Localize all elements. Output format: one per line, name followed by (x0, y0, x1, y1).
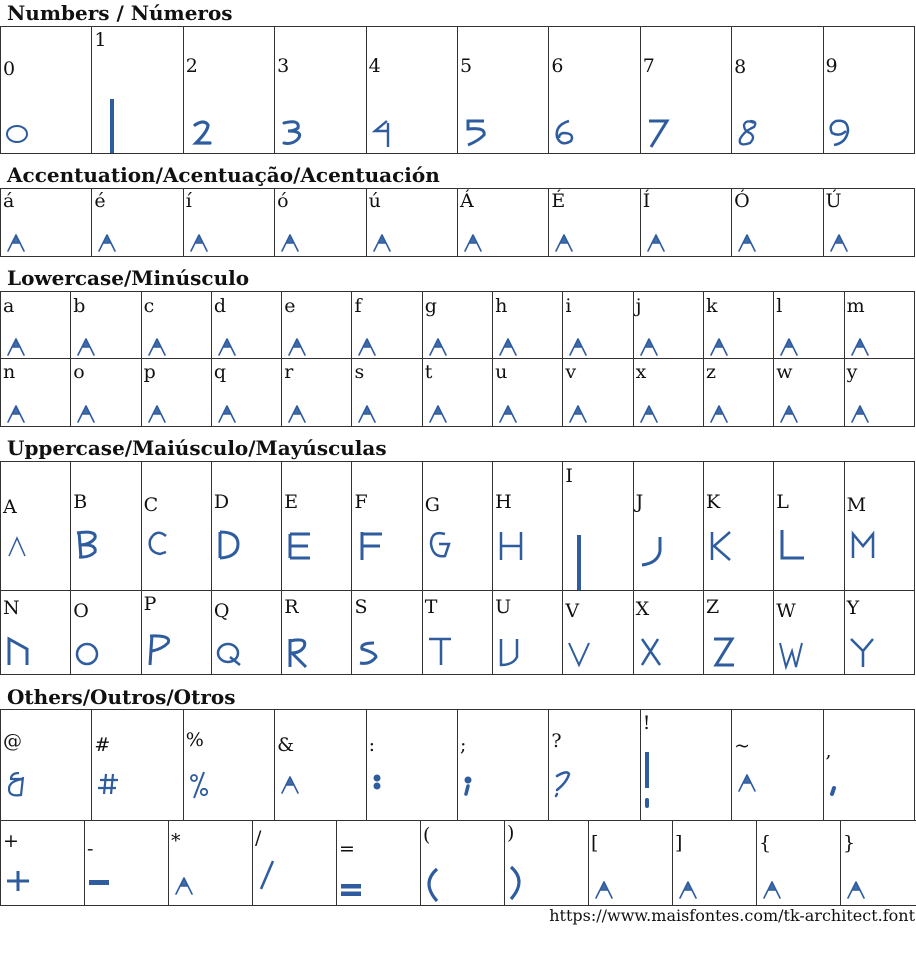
char-label: d (213, 295, 227, 317)
char-label: T (424, 596, 438, 618)
glyph-Y-icon (845, 591, 914, 674)
glyph-question-icon (549, 710, 639, 820)
glyph-cell (282, 591, 352, 675)
glyph-hash-icon (92, 710, 182, 820)
char-label: í (185, 190, 192, 212)
glyph-cell (92, 710, 183, 821)
glyph-fallback-A-icon (1, 189, 91, 256)
glyph-cell (640, 710, 731, 821)
char-label: 8 (734, 56, 747, 78)
glyph-fallback-A-icon (493, 292, 562, 358)
char-label: á (3, 190, 15, 212)
glyph-cell (422, 359, 492, 427)
char-label: Ó (734, 190, 750, 212)
glyph-six-icon (549, 27, 639, 153)
glyph-cell (422, 591, 492, 675)
glyph-table-others-1 (0, 709, 915, 821)
char-label: = (339, 838, 355, 860)
char-label: , (825, 740, 832, 762)
char-label: M (846, 494, 867, 516)
glyph-cell (703, 462, 773, 591)
char-label: ] (675, 832, 683, 854)
glyph-cell (1, 710, 92, 821)
glyph-fallback-A-icon (1, 359, 70, 426)
glyph-cell (703, 292, 773, 359)
glyph-cell (352, 292, 422, 359)
char-label: W (776, 600, 796, 622)
glyph-cell (549, 27, 640, 154)
glyph-three-icon (275, 27, 365, 153)
table-row (1, 462, 915, 591)
char-label: G (424, 494, 440, 516)
char-label: J (635, 491, 644, 513)
section-title: Numbers / Números (7, 1, 233, 25)
char-label: 6 (551, 55, 564, 77)
char-label: é (94, 190, 106, 212)
glyph-equals-icon (337, 821, 420, 905)
glyph-cell (844, 359, 914, 427)
glyph-table-numbers (0, 26, 915, 154)
glyph-fallback-A-icon (841, 821, 916, 905)
glyph-cell (493, 359, 563, 427)
table-row (1, 591, 915, 675)
glyph-fallback-A-icon (184, 189, 274, 256)
char-label: u (495, 361, 508, 383)
glyph-W-icon (774, 591, 843, 674)
glyph-cell (183, 189, 274, 257)
char-label: j (635, 295, 642, 317)
glyph-paren-close-icon (505, 821, 588, 905)
char-label: Í (642, 190, 651, 212)
glyph-cell (337, 821, 421, 906)
char-label: ( (423, 824, 431, 846)
char-label: Ú (825, 190, 842, 212)
table-row (1, 359, 915, 427)
glyph-cell (352, 591, 422, 675)
glyph-cell (493, 591, 563, 675)
glyph-Z-icon (704, 591, 773, 674)
glyph-cell (563, 591, 633, 675)
char-label: : (368, 734, 375, 756)
glyph-cell (563, 292, 633, 359)
char-label: Á (459, 190, 474, 212)
glyph-table-uppercase (0, 461, 915, 675)
char-label: 4 (368, 55, 381, 77)
glyph-P-icon (142, 591, 211, 674)
glyph-cell (823, 189, 914, 257)
char-label: C (143, 494, 159, 516)
glyph-fallback-A-icon (423, 359, 492, 426)
glyph-cell (823, 710, 914, 821)
section-title: Accentuation/Acentuação/Acentuación (7, 163, 440, 187)
char-label: R (284, 596, 299, 618)
source-url: https://www.maisfontes.com/tk-architect.font (549, 906, 915, 925)
glyph-seven-icon (641, 27, 731, 153)
char-label: ~ (734, 735, 751, 757)
glyph-C-icon (142, 462, 211, 590)
glyph-cell (633, 462, 703, 591)
char-label: a (3, 295, 15, 317)
char-label: 9 (825, 55, 838, 77)
glyph-cell (1, 462, 71, 591)
glyph-cell (823, 27, 914, 154)
glyph-cell (1, 821, 85, 906)
glyph-O-icon (71, 591, 140, 674)
char-label: e (284, 295, 296, 317)
section-title: Others/Outros/Otros (7, 685, 236, 709)
glyph-slash-icon (253, 821, 336, 905)
glyph-cell (275, 27, 366, 154)
char-label: z (705, 361, 716, 383)
glyph-cell (757, 821, 841, 906)
glyph-cell (732, 189, 823, 257)
glyph-five-icon (458, 27, 548, 153)
glyph-cell (457, 189, 548, 257)
glyph-fallback-A-icon (275, 710, 365, 820)
glyph-one-icon (92, 27, 182, 153)
char-label: 2 (185, 55, 198, 77)
glyph-eight-icon (732, 27, 822, 153)
char-label: É (551, 190, 566, 212)
glyph-cell (563, 462, 633, 591)
char-label: L (776, 491, 789, 513)
glyph-fallback-A-icon (212, 292, 281, 358)
glyph-table-others-2 (0, 820, 916, 906)
char-label: ? (551, 730, 562, 752)
table-row (1, 292, 915, 359)
char-label: V (565, 600, 580, 622)
glyph-fallback-A-icon (704, 359, 773, 426)
char-label: # (94, 734, 111, 756)
glyph-cell (549, 710, 640, 821)
glyph-cell (71, 292, 141, 359)
char-label: s (354, 361, 365, 383)
glyph-cell (211, 359, 281, 427)
glyph-minus-icon (85, 821, 168, 905)
char-label: B (73, 491, 88, 513)
glyph-colon-icon (367, 710, 457, 820)
glyph-cell (92, 189, 183, 257)
char-label: 7 (642, 55, 655, 77)
glyph-fallback-A-icon (824, 189, 914, 256)
glyph-cell (633, 591, 703, 675)
glyph-cell (457, 710, 548, 821)
glyph-Q-icon (212, 591, 281, 674)
glyph-cell (183, 27, 274, 154)
glyph-fallback-A-icon (142, 359, 211, 426)
glyph-I-icon (563, 462, 632, 590)
glyph-E-icon (282, 462, 351, 590)
glyph-paren-open-icon (421, 821, 504, 905)
glyph-fallback-A-icon (845, 359, 914, 426)
glyph-cell (633, 359, 703, 427)
char-label: X (635, 598, 650, 620)
glyph-cell (774, 292, 844, 359)
glyph-fallback-A-icon (589, 821, 672, 905)
char-label: c (143, 295, 155, 317)
glyph-fallback-A-icon (732, 710, 822, 820)
glyph-cell (352, 359, 422, 427)
glyph-two-icon (184, 27, 274, 153)
glyph-fallback-A-icon (549, 189, 639, 256)
char-label: f (354, 295, 362, 317)
char-label: ; (459, 734, 467, 756)
glyph-cell (253, 821, 337, 906)
glyph-cell (275, 710, 366, 821)
char-label: / (255, 827, 262, 849)
glyph-cell (1, 359, 71, 427)
glyph-fallback-A-icon (704, 292, 773, 358)
glyph-percent-icon (184, 710, 274, 820)
glyph-H-icon (493, 462, 562, 590)
glyph-cell (1, 27, 92, 154)
section-title: Uppercase/Maiúsculo/Mayúsculas (7, 436, 387, 460)
char-label: K (705, 491, 721, 513)
glyph-cell (169, 821, 253, 906)
glyph-cell (774, 359, 844, 427)
char-label: A (3, 496, 17, 518)
glyph-cell (141, 462, 211, 591)
glyph-cell (421, 821, 505, 906)
glyph-fallback-A-icon (641, 189, 731, 256)
char-label: F (354, 491, 368, 513)
glyph-cell (1, 292, 71, 359)
glyph-cell (732, 27, 823, 154)
char-label: Q (213, 600, 230, 622)
glyph-comma-icon (824, 710, 914, 820)
glyph-cell (71, 359, 141, 427)
glyph-fallback-A-icon (352, 359, 421, 426)
char-label: 3 (277, 55, 290, 77)
glyph-cell (774, 591, 844, 675)
char-label: ó (277, 190, 289, 212)
char-label: r (284, 361, 294, 383)
glyph-fallback-A-icon (92, 189, 182, 256)
char-label: ) (507, 822, 515, 844)
char-label: Z (705, 596, 720, 618)
char-label: S (354, 596, 368, 618)
char-label: 0 (3, 58, 16, 80)
glyph-cell (366, 710, 457, 821)
glyph-T-icon (423, 591, 492, 674)
glyph-fallback-A-icon (169, 821, 252, 905)
glyph-fallback-A-icon (423, 292, 492, 358)
char-label: b (73, 295, 86, 317)
table-row (1, 189, 915, 257)
glyph-cell (1, 591, 71, 675)
glyph-F-icon (352, 462, 421, 590)
char-label: E (284, 491, 299, 513)
glyph-cell (92, 27, 183, 154)
glyph-L-icon (774, 462, 843, 590)
char-label: * (171, 830, 181, 852)
glyph-cell (366, 189, 457, 257)
char-label: H (495, 491, 512, 513)
glyph-cell (457, 27, 548, 154)
glyph-fallback-A-icon (71, 292, 140, 358)
glyph-four-icon (367, 27, 457, 153)
char-label: I (565, 465, 573, 487)
glyph-cell (841, 821, 916, 906)
glyph-fallback-A-icon (71, 359, 140, 426)
char-label: 5 (459, 55, 473, 77)
glyph-fallback-A-icon (493, 359, 562, 426)
glyph-cell (732, 710, 823, 821)
glyph-fallback-A-icon (458, 189, 548, 256)
glyph-cell (422, 292, 492, 359)
glyph-fallback-A-icon (142, 292, 211, 358)
char-label: k (705, 295, 718, 317)
glyph-fallback-A-icon (275, 189, 365, 256)
char-label: x (635, 361, 647, 383)
glyph-S-icon (352, 591, 421, 674)
glyph-cell (141, 591, 211, 675)
glyph-cell (141, 359, 211, 427)
glyph-fallback-A-icon (352, 292, 421, 358)
glyph-cell (1, 189, 92, 257)
glyph-fallback-A-icon (563, 359, 632, 426)
glyph-fallback-A-icon (757, 821, 840, 905)
glyph-cell (141, 292, 211, 359)
char-label: q (213, 361, 227, 383)
glyph-U-icon (493, 591, 562, 674)
glyph-cell (183, 710, 274, 821)
char-label: i (565, 295, 572, 317)
glyph-cell (703, 359, 773, 427)
glyph-D-icon (212, 462, 281, 590)
glyph-fallback-A-icon (774, 292, 843, 358)
char-label: { (759, 832, 772, 854)
char-label: P (143, 593, 157, 615)
glyph-cell (422, 462, 492, 591)
glyph-R-icon (282, 591, 351, 674)
glyph-fallback-A-icon (845, 292, 914, 358)
char-label: w (776, 361, 793, 383)
glyph-cell (275, 189, 366, 257)
char-label: % (185, 729, 204, 751)
glyph-fallback-A-icon (282, 359, 351, 426)
table-row (1, 821, 916, 906)
glyph-V-icon (563, 591, 632, 674)
char-label: Y (846, 597, 860, 619)
glyph-zero-icon (1, 27, 91, 153)
char-label: [ (591, 832, 599, 854)
char-label: g (424, 295, 437, 317)
glyph-cell (71, 462, 141, 591)
glyph-cell (633, 292, 703, 359)
table-row (1, 710, 915, 821)
table-row (1, 27, 915, 154)
char-label: U (495, 596, 512, 618)
char-label: t (424, 361, 433, 383)
glyph-cell (71, 591, 141, 675)
char-label: l (776, 295, 783, 317)
glyph-cell (703, 591, 773, 675)
glyph-fallback-A-icon (634, 359, 703, 426)
glyph-cell (844, 591, 914, 675)
char-label: m (846, 295, 865, 317)
glyph-nine-icon (824, 27, 914, 153)
char-label: v (565, 361, 577, 383)
glyph-cell (282, 462, 352, 591)
glyph-fallback-A-icon (634, 292, 703, 358)
char-label: - (87, 838, 94, 860)
char-label: ! (642, 712, 651, 734)
glyph-cell (844, 292, 914, 359)
glyph-cell (493, 292, 563, 359)
glyph-G-icon (423, 462, 492, 590)
glyph-plus-icon (1, 821, 84, 905)
glyph-semicolon-icon (458, 710, 548, 820)
glyph-cell (640, 27, 731, 154)
glyph-J-icon (634, 462, 703, 590)
glyph-cell (563, 359, 633, 427)
glyph-fallback-A-icon (732, 189, 822, 256)
char-label: N (3, 597, 20, 619)
glyph-A-icon (1, 462, 70, 590)
glyph-fallback-A-icon (673, 821, 756, 905)
glyph-table-lowercase (0, 291, 915, 427)
glyph-B-icon (71, 462, 140, 590)
glyph-at-icon (1, 710, 91, 820)
glyph-cell (366, 27, 457, 154)
glyph-cell (282, 359, 352, 427)
char-label: ú (368, 190, 381, 212)
glyph-cell (211, 292, 281, 359)
glyph-X-icon (634, 591, 703, 674)
glyph-fallback-A-icon (1, 292, 70, 358)
char-label: o (73, 361, 85, 383)
char-label: y (846, 361, 858, 383)
glyph-cell (673, 821, 757, 906)
char-label: h (495, 295, 508, 317)
glyph-fallback-A-icon (212, 359, 281, 426)
glyph-cell (211, 462, 281, 591)
glyph-fallback-A-icon (282, 292, 351, 358)
section-title: Lowercase/Minúsculo (7, 266, 250, 290)
glyph-table-accentuation (0, 188, 915, 257)
glyph-cell (282, 292, 352, 359)
glyph-cell (352, 462, 422, 591)
glyph-fallback-A-icon (774, 359, 843, 426)
glyph-K-icon (704, 462, 773, 590)
glyph-exclam-icon (641, 710, 731, 820)
glyph-cell (85, 821, 169, 906)
char-label: + (3, 830, 19, 852)
glyph-cell (774, 462, 844, 591)
glyph-cell (211, 591, 281, 675)
char-label: & (277, 734, 295, 756)
glyph-M-icon (845, 462, 914, 590)
glyph-N-icon (1, 591, 70, 674)
char-label: O (73, 600, 89, 622)
char-label: n (3, 361, 16, 383)
glyph-cell (844, 462, 914, 591)
glyph-cell (493, 462, 563, 591)
char-label: p (143, 361, 156, 383)
char-label: } (843, 832, 856, 854)
glyph-cell (549, 189, 640, 257)
glyph-cell (589, 821, 673, 906)
char-label: D (213, 491, 230, 513)
glyph-cell (505, 821, 589, 906)
glyph-fallback-A-icon (367, 189, 457, 256)
glyph-fallback-A-icon (563, 292, 632, 358)
char-label: 1 (94, 29, 107, 51)
glyph-cell (640, 189, 731, 257)
char-label: @ (3, 730, 22, 752)
